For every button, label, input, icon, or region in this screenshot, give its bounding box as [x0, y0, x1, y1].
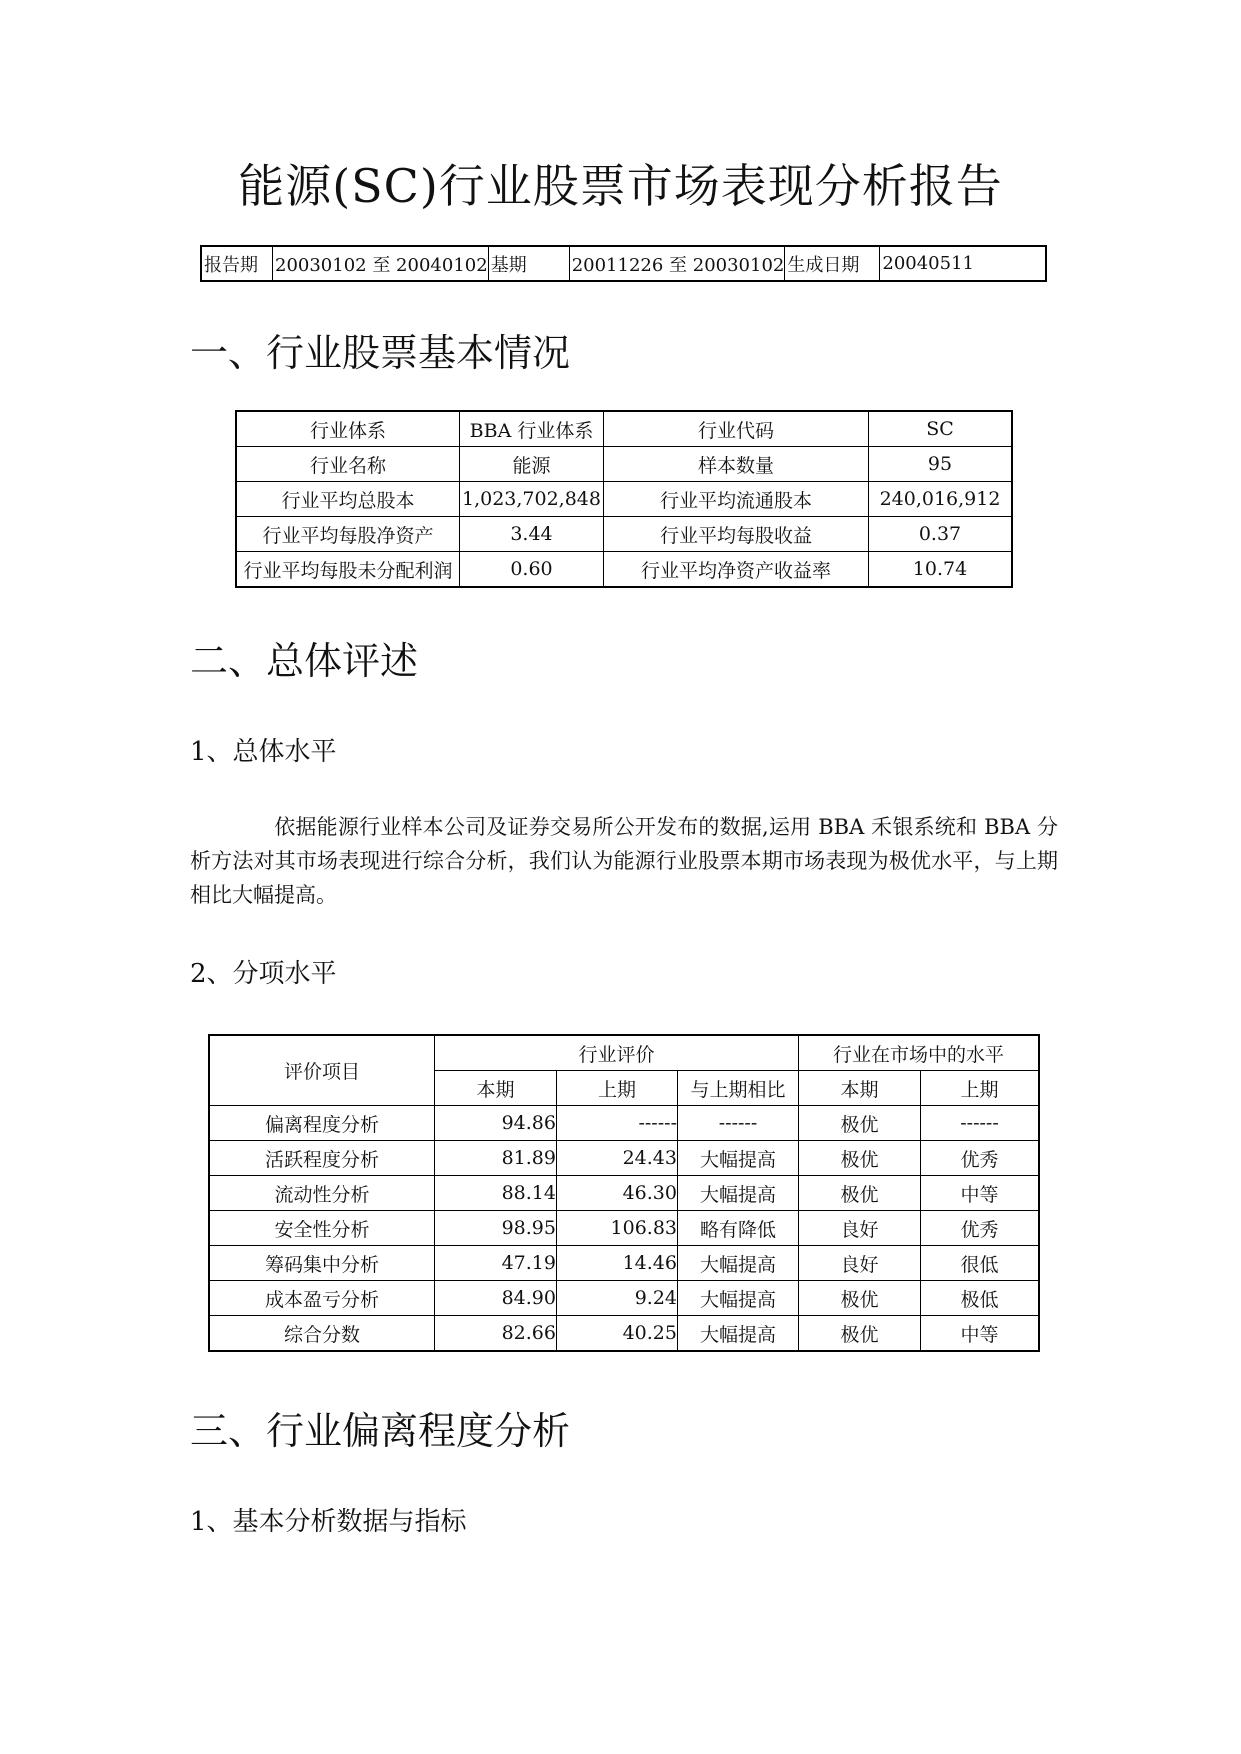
overall-assessment-paragraph: [190, 810, 1058, 912]
report-meta-table: [200, 245, 1047, 282]
basic-cell: 240,016,912: [869, 482, 1013, 517]
eval-item-cell: 偏离程度分析: [209, 1106, 435, 1141]
eval-item-cell: 成本盈亏分析: [209, 1281, 435, 1316]
header-eval-item: 评价项目: [209, 1035, 435, 1106]
basic-cell: 行业名称: [236, 447, 460, 482]
eval-level-cell: 优秀: [921, 1141, 1040, 1176]
subsection-overall-level-title: 1、总体水平: [190, 737, 337, 767]
document-title: 能源(SC)行业股票市场表现分析报告: [238, 159, 1003, 213]
table-header-row: [209, 1035, 1039, 1071]
basic-cell: 行业平均每股收益: [604, 517, 869, 552]
eval-level-cell: 良好: [799, 1246, 921, 1281]
eval-value-cell: 46.30: [557, 1176, 678, 1211]
basic-cell: 95: [869, 447, 1013, 482]
table-row: [209, 1211, 1039, 1246]
basic-cell: 行业代码: [604, 411, 869, 447]
base-period-label: 基期: [488, 246, 569, 281]
subheader-cell: 本期: [435, 1071, 557, 1106]
basic-cell: BBA 行业体系: [460, 411, 604, 447]
meta-row: [201, 246, 1046, 281]
basic-cell: 样本数量: [604, 447, 869, 482]
eval-value-cell: 24.43: [557, 1141, 678, 1176]
eval-compare-cell: 大幅提高: [678, 1316, 799, 1352]
basic-cell: 行业平均每股未分配利润: [236, 552, 460, 588]
eval-compare-cell: 大幅提高: [678, 1141, 799, 1176]
base-period-value: 20011226 至 20030102: [569, 246, 785, 281]
eval-value-cell: 106.83: [557, 1211, 678, 1246]
eval-level-cell: 良好: [799, 1211, 921, 1246]
table-row: [209, 1281, 1039, 1316]
generated-date-label: 生成日期: [785, 246, 880, 281]
eval-level-cell: 极优: [799, 1106, 921, 1141]
item-evaluation-table: [208, 1034, 1040, 1352]
table-row: [209, 1106, 1039, 1141]
section-1-title: 一、行业股票基本情况: [190, 331, 571, 375]
eval-item-cell: 流动性分析: [209, 1176, 435, 1211]
eval-level-cell: 极优: [799, 1281, 921, 1316]
basic-cell: 10.74: [869, 552, 1013, 588]
eval-compare-cell: 大幅提高: [678, 1281, 799, 1316]
header-industry-eval: 行业评价: [435, 1035, 799, 1071]
table-row: [236, 411, 1012, 447]
basic-cell: 行业平均净资产收益率: [604, 552, 869, 588]
eval-level-cell: 极优: [799, 1141, 921, 1176]
eval-value-cell: 82.66: [435, 1316, 557, 1352]
basic-cell: 1,023,702,848: [460, 482, 604, 517]
eval-value-cell: 14.46: [557, 1246, 678, 1281]
basic-cell: 0.37: [869, 517, 1013, 552]
eval-value-cell: 47.19: [435, 1246, 557, 1281]
eval-value-cell: 98.95: [435, 1211, 557, 1246]
table-row: [236, 482, 1012, 517]
table-row: [209, 1141, 1039, 1176]
basic-cell: 能源: [460, 447, 604, 482]
basic-cell: 行业平均每股净资产: [236, 517, 460, 552]
eval-item-cell: 安全性分析: [209, 1211, 435, 1246]
eval-value-cell: 81.89: [435, 1141, 557, 1176]
subheader-cell: 本期: [799, 1071, 921, 1106]
subsection-item-level-title: 2、分项水平: [190, 959, 337, 989]
eval-level-cell: 极低: [921, 1281, 1040, 1316]
eval-value-cell: ------: [557, 1106, 678, 1141]
report-period-value: 20030102 至 20040102: [273, 246, 489, 281]
paragraph-text: 依据能源行业样本公司及证券交易所公开发布的数据,运用 BBA 禾银系统和 BBA 分析方法对其市场表现进行综合分析，我们认为能源行业股票本期市场表现为极优水平，与上期相比大幅提高。: [190, 815, 1058, 907]
eval-level-cell: 极优: [799, 1316, 921, 1352]
basic-cell: 0.60: [460, 552, 604, 588]
subsection-basic-data-title: 1、基本分析数据与指标: [190, 1507, 467, 1537]
eval-compare-cell: 大幅提高: [678, 1176, 799, 1211]
table-row: [209, 1246, 1039, 1281]
table-row: [209, 1316, 1039, 1352]
basic-cell: SC: [869, 411, 1013, 447]
eval-level-cell: 中等: [921, 1316, 1040, 1352]
subheader-cell: 与上期相比: [678, 1071, 799, 1106]
eval-value-cell: 40.25: [557, 1316, 678, 1352]
table-row: [236, 517, 1012, 552]
eval-level-cell: 极优: [799, 1176, 921, 1211]
section-3-title: 三、行业偏离程度分析: [190, 1409, 571, 1453]
eval-value-cell: 88.14: [435, 1176, 557, 1211]
eval-level-cell: 中等: [921, 1176, 1040, 1211]
table-row: [209, 1176, 1039, 1211]
generated-date-value: 20040511: [880, 246, 1046, 281]
basic-cell: 行业体系: [236, 411, 460, 447]
basic-cell: 行业平均总股本: [236, 482, 460, 517]
eval-item-cell: 筹码集中分析: [209, 1246, 435, 1281]
eval-level-cell: 很低: [921, 1246, 1040, 1281]
report-period-label: 报告期: [201, 246, 273, 281]
eval-item-cell: 活跃程度分析: [209, 1141, 435, 1176]
section-2-title: 二、总体评述: [190, 639, 419, 683]
eval-compare-cell: ------: [678, 1106, 799, 1141]
eval-level-cell: 优秀: [921, 1211, 1040, 1246]
eval-value-cell: 9.24: [557, 1281, 678, 1316]
header-market-level: 行业在市场中的水平: [799, 1035, 1040, 1071]
subheader-cell: 上期: [557, 1071, 678, 1106]
eval-item-cell: 综合分数: [209, 1316, 435, 1352]
eval-compare-cell: 大幅提高: [678, 1246, 799, 1281]
eval-value-cell: 94.86: [435, 1106, 557, 1141]
basic-cell: 行业平均流通股本: [604, 482, 869, 517]
industry-basic-info-table: [235, 410, 1013, 588]
table-row: [236, 552, 1012, 588]
table-row: [236, 447, 1012, 482]
eval-value-cell: 84.90: [435, 1281, 557, 1316]
eval-level-cell: ------: [921, 1106, 1040, 1141]
subheader-cell: 上期: [921, 1071, 1040, 1106]
eval-compare-cell: 略有降低: [678, 1211, 799, 1246]
basic-cell: 3.44: [460, 517, 604, 552]
